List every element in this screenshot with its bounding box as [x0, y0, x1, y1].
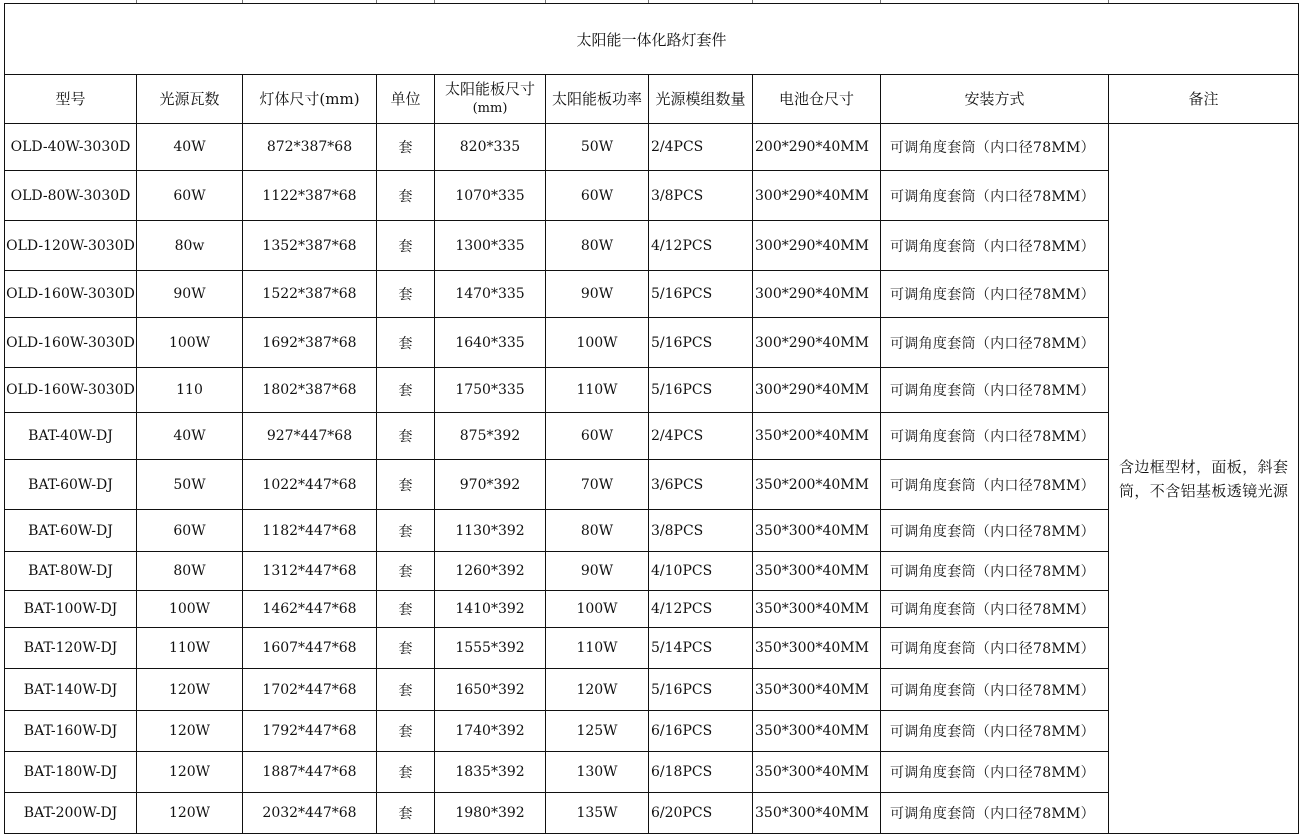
- cell-module-qty: 6/20PCS: [649, 793, 753, 834]
- cell-panel-size: 1070*335: [435, 171, 546, 221]
- cell-install: 可调角度套筒（内口径78MM）: [881, 171, 1109, 221]
- cell-body-size: 2032*447*68: [243, 793, 377, 834]
- cell-unit: 套: [377, 221, 435, 271]
- cell-unit: 套: [377, 460, 435, 510]
- header-panel-size: [435, 75, 546, 124]
- cell-panel-power: 50W: [546, 124, 649, 171]
- cell-battery-size: 350*300*40MM: [753, 793, 881, 834]
- cell-wattage: 100W: [137, 591, 243, 628]
- cell-install: 可调角度套筒（内口径78MM）: [881, 793, 1109, 834]
- cell-install: 可调角度套筒（内口径78MM）: [881, 413, 1109, 460]
- cell-install: 可调角度套筒（内口径78MM）: [881, 552, 1109, 591]
- cell-unit: 套: [377, 510, 435, 552]
- cell-battery-size: 350*300*40MM: [753, 591, 881, 628]
- cell-unit: 套: [377, 793, 435, 834]
- cell-panel-power: 90W: [546, 552, 649, 591]
- cell-unit: 套: [377, 752, 435, 793]
- cell-module-qty: 2/4PCS: [649, 124, 753, 171]
- cell-wattage: 110: [137, 368, 243, 413]
- cell-panel-size: 875*392: [435, 413, 546, 460]
- header-module-qty: 光源模组数量: [649, 75, 753, 124]
- cell-body-size: 1887*447*68: [243, 752, 377, 793]
- cell-panel-size: 820*335: [435, 124, 546, 171]
- cell-panel-power: 80W: [546, 510, 649, 552]
- cell-module-qty: 4/10PCS: [649, 552, 753, 591]
- cell-battery-size: 350*300*40MM: [753, 752, 881, 793]
- cell-model: BAT-100W-DJ: [5, 591, 137, 628]
- cell-module-qty: 3/8PCS: [649, 171, 753, 221]
- cell-model: BAT-80W-DJ: [5, 552, 137, 591]
- header-unit: 单位: [377, 75, 435, 124]
- cell-panel-size: 1750*335: [435, 368, 546, 413]
- product-table: [4, 3, 1299, 834]
- cell-panel-size: 970*392: [435, 460, 546, 510]
- header-install: 安装方式: [881, 75, 1109, 124]
- cell-module-qty: 4/12PCS: [649, 591, 753, 628]
- cell-model: BAT-60W-DJ: [5, 460, 137, 510]
- cell-panel-power: 135W: [546, 793, 649, 834]
- cell-panel-size: 1555*392: [435, 628, 546, 669]
- cell-body-size: 1607*447*68: [243, 628, 377, 669]
- cell-panel-size: 1740*392: [435, 711, 546, 752]
- cell-panel-size: 1470*335: [435, 271, 546, 318]
- cell-panel-power: 100W: [546, 591, 649, 628]
- table-row: [5, 124, 1299, 171]
- cell-model: OLD-160W-3030D: [5, 318, 137, 368]
- cell-model: BAT-40W-DJ: [5, 413, 137, 460]
- cell-module-qty: 5/16PCS: [649, 368, 753, 413]
- cell-wattage: 40W: [137, 124, 243, 171]
- cell-unit: 套: [377, 124, 435, 171]
- cell-body-size: 1022*447*68: [243, 460, 377, 510]
- cell-wattage: 60W: [137, 510, 243, 552]
- cell-panel-size: 1260*392: [435, 552, 546, 591]
- cell-body-size: 872*387*68: [243, 124, 377, 171]
- cell-wattage: 60W: [137, 171, 243, 221]
- cell-unit: 套: [377, 711, 435, 752]
- cell-model: BAT-120W-DJ: [5, 628, 137, 669]
- cell-panel-power: 80W: [546, 221, 649, 271]
- cell-battery-size: 300*290*40MM: [753, 171, 881, 221]
- header-model: 型号: [5, 75, 137, 124]
- cell-unit: 套: [377, 318, 435, 368]
- table-row: [5, 460, 1299, 510]
- cell-module-qty: 5/16PCS: [649, 318, 753, 368]
- cell-panel-size: 1640*335: [435, 318, 546, 368]
- cell-panel-size: 1130*392: [435, 510, 546, 552]
- cell-module-qty: 6/16PCS: [649, 711, 753, 752]
- cell-model: BAT-200W-DJ: [5, 793, 137, 834]
- cell-body-size: 1122*387*68: [243, 171, 377, 221]
- title-row: [5, 4, 1299, 75]
- cell-model: BAT-160W-DJ: [5, 711, 137, 752]
- header-panel-power: 太阳能板功率: [546, 75, 649, 124]
- cell-panel-size: 1300*335: [435, 221, 546, 271]
- cell-panel-power: 90W: [546, 271, 649, 318]
- header-wattage: 光源瓦数: [137, 75, 243, 124]
- cell-wattage: 80w: [137, 221, 243, 271]
- table-row: [5, 793, 1299, 834]
- table-row: [5, 171, 1299, 221]
- table-row: [5, 628, 1299, 669]
- cell-module-qty: 3/8PCS: [649, 510, 753, 552]
- table-row: [5, 669, 1299, 711]
- cell-body-size: 1182*447*68: [243, 510, 377, 552]
- cell-panel-power: 120W: [546, 669, 649, 711]
- cell-panel-power: 60W: [546, 171, 649, 221]
- cell-wattage: 50W: [137, 460, 243, 510]
- cell-battery-size: 300*290*40MM: [753, 221, 881, 271]
- cell-module-qty: 5/14PCS: [649, 628, 753, 669]
- table-row: [5, 413, 1299, 460]
- cell-install: 可调角度套筒（内口径78MM）: [881, 368, 1109, 413]
- cell-wattage: 120W: [137, 711, 243, 752]
- table-row: [5, 368, 1299, 413]
- cell-install: 可调角度套筒（内口径78MM）: [881, 221, 1109, 271]
- cell-install: 可调角度套筒（内口径78MM）: [881, 510, 1109, 552]
- cell-unit: 套: [377, 171, 435, 221]
- cell-battery-size: 200*290*40MM: [753, 124, 881, 171]
- cell-unit: 套: [377, 271, 435, 318]
- cell-unit: 套: [377, 368, 435, 413]
- cell-battery-size: 350*300*40MM: [753, 628, 881, 669]
- cell-model: BAT-180W-DJ: [5, 752, 137, 793]
- cell-battery-size: 350*300*40MM: [753, 510, 881, 552]
- cell-unit: 套: [377, 552, 435, 591]
- cell-battery-size: 300*290*40MM: [753, 368, 881, 413]
- cell-body-size: 1352*387*68: [243, 221, 377, 271]
- table-row: [5, 711, 1299, 752]
- cell-body-size: 1312*447*68: [243, 552, 377, 591]
- cell-battery-size: 350*300*40MM: [753, 669, 881, 711]
- cell-install: 可调角度套筒（内口径78MM）: [881, 271, 1109, 318]
- cell-wattage: 120W: [137, 752, 243, 793]
- cell-wattage: 90W: [137, 271, 243, 318]
- cell-body-size: 1702*447*68: [243, 669, 377, 711]
- cell-model: OLD-80W-3030D: [5, 171, 137, 221]
- header-panel-size-unit: (mm): [472, 101, 508, 116]
- cell-battery-size: 350*200*40MM: [753, 460, 881, 510]
- table-row: [5, 318, 1299, 368]
- cell-body-size: 1692*387*68: [243, 318, 377, 368]
- cell-panel-power: 130W: [546, 752, 649, 793]
- table-row: [5, 752, 1299, 793]
- cell-battery-size: 350*300*40MM: [753, 552, 881, 591]
- cell-module-qty: 5/16PCS: [649, 271, 753, 318]
- cell-install: 可调角度套筒（内口径78MM）: [881, 628, 1109, 669]
- header-body-size: 灯体尺寸(mm): [243, 75, 377, 124]
- cell-body-size: 1462*447*68: [243, 591, 377, 628]
- cell-battery-size: 350*300*40MM: [753, 711, 881, 752]
- cell-install: 可调角度套筒（内口径78MM）: [881, 318, 1109, 368]
- cell-model: BAT-140W-DJ: [5, 669, 137, 711]
- cell-panel-size: 1650*392: [435, 669, 546, 711]
- cell-panel-power: 60W: [546, 413, 649, 460]
- header-battery-size: 电池仓尺寸: [753, 75, 881, 124]
- cell-panel-power: 70W: [546, 460, 649, 510]
- cell-module-qty: 2/4PCS: [649, 413, 753, 460]
- cell-panel-power: 125W: [546, 711, 649, 752]
- cell-body-size: 1792*447*68: [243, 711, 377, 752]
- table-row: [5, 221, 1299, 271]
- cell-panel-power: 110W: [546, 628, 649, 669]
- cell-battery-size: 300*290*40MM: [753, 318, 881, 368]
- cell-model: OLD-40W-3030D: [5, 124, 137, 171]
- cell-model: OLD-160W-3030D: [5, 271, 137, 318]
- table-row: [5, 271, 1299, 318]
- cell-battery-size: 300*290*40MM: [753, 271, 881, 318]
- table-title: 太阳能一体化路灯套件: [5, 4, 1299, 75]
- cell-module-qty: 5/16PCS: [649, 669, 753, 711]
- cell-wattage: 120W: [137, 793, 243, 834]
- cell-module-qty: 3/6PCS: [649, 460, 753, 510]
- cell-panel-size: 1410*392: [435, 591, 546, 628]
- cell-model: BAT-60W-DJ: [5, 510, 137, 552]
- cell-panel-power: 110W: [546, 368, 649, 413]
- cell-module-qty: 4/12PCS: [649, 221, 753, 271]
- cell-model: OLD-160W-3030D: [5, 368, 137, 413]
- cell-unit: 套: [377, 413, 435, 460]
- header-row: [5, 75, 1299, 124]
- cell-wattage: 100W: [137, 318, 243, 368]
- header-remark: 备注: [1109, 75, 1299, 124]
- cell-install: 可调角度套筒（内口径78MM）: [881, 669, 1109, 711]
- header-panel-size-label: 太阳能板尺寸: [444, 80, 535, 98]
- remark-cell: 含边框型材，面板，斜套筒，不含铝基板透镜光源: [1109, 124, 1299, 834]
- cell-unit: 套: [377, 628, 435, 669]
- cell-install: 可调角度套筒（内口径78MM）: [881, 711, 1109, 752]
- cell-panel-power: 100W: [546, 318, 649, 368]
- cell-wattage: 80W: [137, 552, 243, 591]
- cell-install: 可调角度套筒（内口径78MM）: [881, 460, 1109, 510]
- cell-install: 可调角度套筒（内口径78MM）: [881, 124, 1109, 171]
- table-row: [5, 591, 1299, 628]
- cell-body-size: 1522*387*68: [243, 271, 377, 318]
- cell-unit: 套: [377, 669, 435, 711]
- cell-unit: 套: [377, 591, 435, 628]
- cell-panel-size: 1980*392: [435, 793, 546, 834]
- cell-wattage: 40W: [137, 413, 243, 460]
- table-row: [5, 510, 1299, 552]
- cell-body-size: 927*447*68: [243, 413, 377, 460]
- cell-wattage: 110W: [137, 628, 243, 669]
- cell-panel-size: 1835*392: [435, 752, 546, 793]
- cell-install: 可调角度套筒（内口径78MM）: [881, 591, 1109, 628]
- cell-body-size: 1802*387*68: [243, 368, 377, 413]
- cell-model: OLD-120W-3030D: [5, 221, 137, 271]
- cell-module-qty: 6/18PCS: [649, 752, 753, 793]
- cell-install: 可调角度套筒（内口径78MM）: [881, 752, 1109, 793]
- table-row: [5, 552, 1299, 591]
- cell-wattage: 120W: [137, 669, 243, 711]
- cell-battery-size: 350*200*40MM: [753, 413, 881, 460]
